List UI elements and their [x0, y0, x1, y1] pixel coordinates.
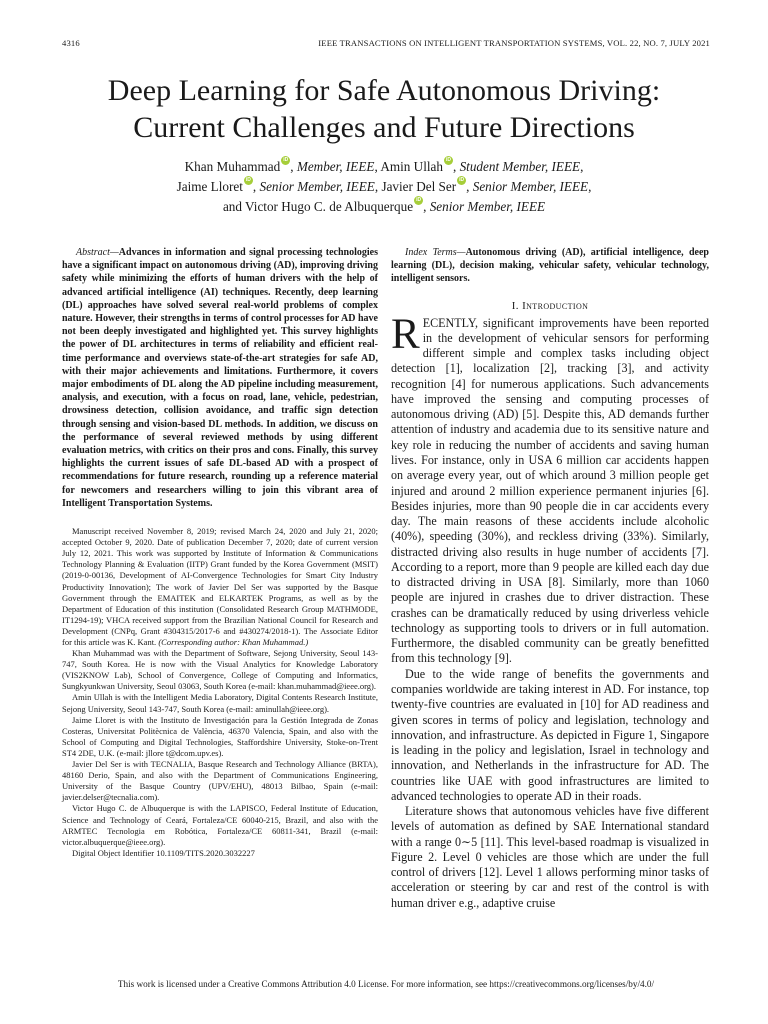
title-line-1: Deep Learning for Safe Autonomous Driving:: [107, 74, 661, 107]
author-name: Amin Ullah: [380, 159, 443, 174]
footnotes: [62, 526, 378, 859]
section-heading: [391, 300, 709, 312]
author-line-2: Jaime LloretiD , Senior Member, IEEE, Javier Del SeriD , Senior Member, IEEE,: [40, 176, 728, 196]
section-number: I.: [511, 299, 519, 312]
title-line-2: Current Challenges and Future Directions: [133, 111, 635, 144]
author-name: Khan Muhammad: [184, 159, 281, 174]
index-terms-text: Autonomous driving (AD), artificial intelligence, deep learning (DL), decision making, vehicular safety, vehicular technology, intelligent sensors.: [391, 247, 709, 285]
footnote-manuscript: Manuscript received November 8, 2019; revised March 24, 2020 and July 21, 2020; accepted October 9, 2020. Date of publication December 7, 2020; date of current version July 12, 2021. This work was supported by Institute of Information & Communications Technology Planning & Evaluation (IITP) Grant funded by the Korea Government (MSIT) (2019-0-00136, Development of AI-Convergence Technologies for Smart City Industry Productivity Innovation); The work of Javier Del Ser was supported by the Basque Government through the EMAITEK and ELKARTEK Programs, as well as by the Department of Education of this institution (Consolidated Research Group MATHMODE, IT1294-19); VHCA received support from the Brazilian National Council for Research and Development (CNPq, Grant #304315/2017-6 and #430274/2018-1). The Associate Editor for this article was K. Kant. (Corresponding author: Khan Muhammad.): [62, 526, 378, 647]
left-column: [62, 246, 378, 859]
author-name: Javier Del Ser: [381, 179, 457, 194]
index-terms-label: Index Terms: [405, 247, 457, 258]
footnote-affiliation: Victor Hugo C. de Albuquerque is with the LAPISCO, Federal Institute of Education, Science and Technology of Ceará, Fortaleza/CE 60040-215, Brazil, and also with the ARMTEC Tecnologia em Robótica, Fortaleza/CE 60811-341, Brazil (e-mail: victor.albuquerque@ieee.org).: [62, 803, 378, 847]
index-terms: Index Terms—Autonomous driving (AD), artificial intelligence, deep learning (DL), decision making, vehicular safety, vehicular technology, intelligent sensors.: [391, 247, 709, 285]
orcid-icon[interactable]: [444, 156, 453, 165]
running-head: [62, 38, 710, 48]
orcid-icon[interactable]: [414, 196, 423, 205]
abstract: Abstract—Advances in information and signal processing technologies have a significant impact on autonomous driving (AD), improving driving safety while minimizing the efforts of human drivers with the help of advanced artificial intelligence (AI) techniques. Recently, deep learning (DL) approaches have solved several real-world problems of complex nature. However, their strengths in terms of control processes for AD have not been deeply investigated and highlighted yet. This survey highlights the power of DL architectures in terms of reliability and efficient real-time performance and overviews state-of-the-art strategies for safe AD, with their major achievements and limitations. Furthermore, it covers major embodiments of DL along the AD pipeline including measurement, analysis, and execution, with a focus on road, lane, vehicle, pedestrian, drowsiness detection, collision avoidance, and traffic sign detection through sensing and vision-based DL methods. In addition, we discuss on the performance of several reviewed methods by using different evaluation metrics, with critics on their pros and cons. Finally, this survey highlights the current issues of safe DL-based AD with a prospect of recommendations for future research, rounding up a reference material for newcomers and researchers willing to join this vibrant area of Intelligent Transportation Systems.: [62, 247, 378, 509]
abstract-text: Advances in information and signal processing technologies have a significant impact on autonomous driving (AD), improving driving safety while minimizing the efforts of human drivers with the help of advanced artificial intelligence (AI) techniques. Recently, deep learning (DL) approaches have solved several real-world problems of complex nature. However, their strengths in terms of control processes for AD have not been deeply investigated and highlighted yet. This survey highlights the power of DL architectures in terms of reliability and efficient real-time performance and overviews state-of-the-art strategies for safe AD, with their major achievements and limitations. Furthermore, it covers major embodiments of DL along the AD pipeline including measurement, analysis, and execution, with a focus on road, lane, vehicle, pedestrian, drowsiness detection, collision avoidance, and traffic sign detection through sensing and vision-based DL methods. In addition, we discuss on the performance of several reviewed methods by using different evaluation metrics, with critics on their pros and cons. Finally, this survey highlights the current issues of safe DL-based AD with a prospect of recommendations for future research, rounding up a reference material for newcomers and researchers willing to join this vibrant area of Intelligent Transportation Systems.: [62, 247, 378, 509]
page-number: 4316: [62, 38, 80, 48]
paragraph: Literature shows that autonomous vehicles have five different levels of automation as defined by SAE International standard with a range 0∼5 [11]. This level-based roadmap is visualized in Figure 2. Level 0 vehicles are those which are under the full control of drivers [12]. Level 1 allows performing minor tasks of acceleration or steering by car and rest of the control is with human driver e.g., adaptive cruise: [391, 804, 709, 910]
orcid-icon[interactable]: [244, 176, 253, 185]
introduction-body: [391, 310, 709, 911]
footnote-affiliation: Amin Ullah is with the Intelligent Media Laboratory, Digital Contents Research Institute, Sejong University, Seoul 143-747, South Korea (e-mail: aminullah@ieee.org).: [62, 692, 378, 714]
author-name: Victor Hugo C. de Albuquerque: [245, 199, 414, 214]
journal-name: IEEE TRANSACTIONS ON INTELLIGENT TRANSPORTATION SYSTEMS, VOL. 22, NO. 7, JULY 2021: [318, 38, 710, 48]
paragraph: Due to the wide range of benefits the governments and companies worldwide are taking interest in AD. For instance, top twenty-five countries are evaluated in [10] for AD readiness and given scores in terms of policy and legislation, technology and innovation, and infrastructure. As depicted in Figure 1, Singapore is leading in the policy and legislation, Israel in technology and innovation, and Netherlands in the infrastructure for AD. The countries like UAE with good infrastructures are limited to advanced technologies to operate AD in their roads.: [391, 666, 709, 803]
author-role: Senior Member, IEEE: [472, 179, 589, 194]
right-column: [391, 246, 709, 911]
author-role: Student Member, IEEE: [459, 159, 581, 174]
section-title: Introduction: [522, 299, 589, 312]
paper-title: [40, 72, 728, 146]
footnote-affiliation: Khan Muhammad was with the Department of Software, Sejong University, Seoul 143-747, South Korea. He is now with the Visual Analytics for Knowledge Laboratory (VIS2KNOW Lab), School of Convergence, College of Computing and Informatics, Sungkyunkwan University, Seoul 03063, South Korea (e-mail: khan.muhammad@ieee.org).: [62, 648, 378, 692]
author-role: Senior Member, IEEE: [429, 199, 546, 214]
author-prefix: and: [222, 199, 242, 214]
author-list: [40, 156, 728, 216]
author-line-1: Khan MuhammadiD , Member, IEEE, Amin UllahiD , Student Member, IEEE,: [40, 156, 728, 176]
footnote-affiliation: Jaime Lloret is with the Instituto de Investigación para la Gestión Integrada de Zonas Costeras, Universitat Politècnica de València, 46370 Valencia, Spain, and also with the School of Computing and Digital Technologies, Staffordshire University, Stoke-on-Trent ST4 2DE, U.K. (e-mail: jllore t@dcom.upv.es).: [62, 714, 378, 758]
author-role: Member, IEEE: [296, 159, 375, 174]
doi[interactable]: Digital Object Identifier 10.1109/TITS.2020.3032227: [72, 847, 255, 858]
author-line-3: and Victor Hugo C. de AlbuquerqueiD , Senior Member, IEEE: [40, 196, 728, 216]
footnote-affiliation: Javier Del Ser is with TECNALIA, Basque Research and Technology Alliance (BRTA), 48160 Derio, Spain, and also with the Department of Communications Engineering, University of the Basque Country (UPV/EHU), 48013 Bilbao, Spain (e-mail: javier.delser@tecnalia.com).: [62, 759, 378, 803]
license-footer: This work is licensed under a Creative Commons Attribution 4.0 License. For more information, see https://creativecommons.org/licenses/by/4.0/: [117, 979, 655, 989]
orcid-icon[interactable]: [281, 156, 290, 165]
drop-cap: R: [391, 310, 420, 358]
author-name: Jaime Lloret: [176, 179, 243, 194]
orcid-icon[interactable]: [457, 176, 466, 185]
abstract-label: Abstract: [76, 247, 110, 258]
author-role: Senior Member, IEEE: [259, 179, 375, 194]
paragraph: RECENTLY, significant improvements have been reported in the development of vehicular sensors for performing different simple and complex tasks including object detection [1], localization [2], tracking [3], and activity recognition [4] for numerous applications. Such advancements have improved the sensing and computing processes of autonomous driving (AD) [5]. Despite this, AD demands further attention of industry and academia due to its sensitive nature and key role in reducing the number of accidents and saving human lives. For instance, only in USA 6 million car accidents happen on average every year, out of which around 3 million people get injured and around 2 million experience permanent injuries [6]. Besides injuries, more than 90 people die in car accidents every day. The main reasons of these accidents include alcoholic (40%), speeding (30%), and reckless driving (33%). Similarly, distracted driving also results in huge number of accidents [7]. According to a report, more than 9 people are killed each day due to distracted driving in USA [8]. Similarly, more than 1060 people are injured in crashes due to driver distraction. These crashes can be dramatically reduced by using driverless vehicle technology as supporting tools to drivers or in full automation. Furthermore, the disabled community can be greatly benefitted from this technology [9].: [391, 310, 709, 666]
